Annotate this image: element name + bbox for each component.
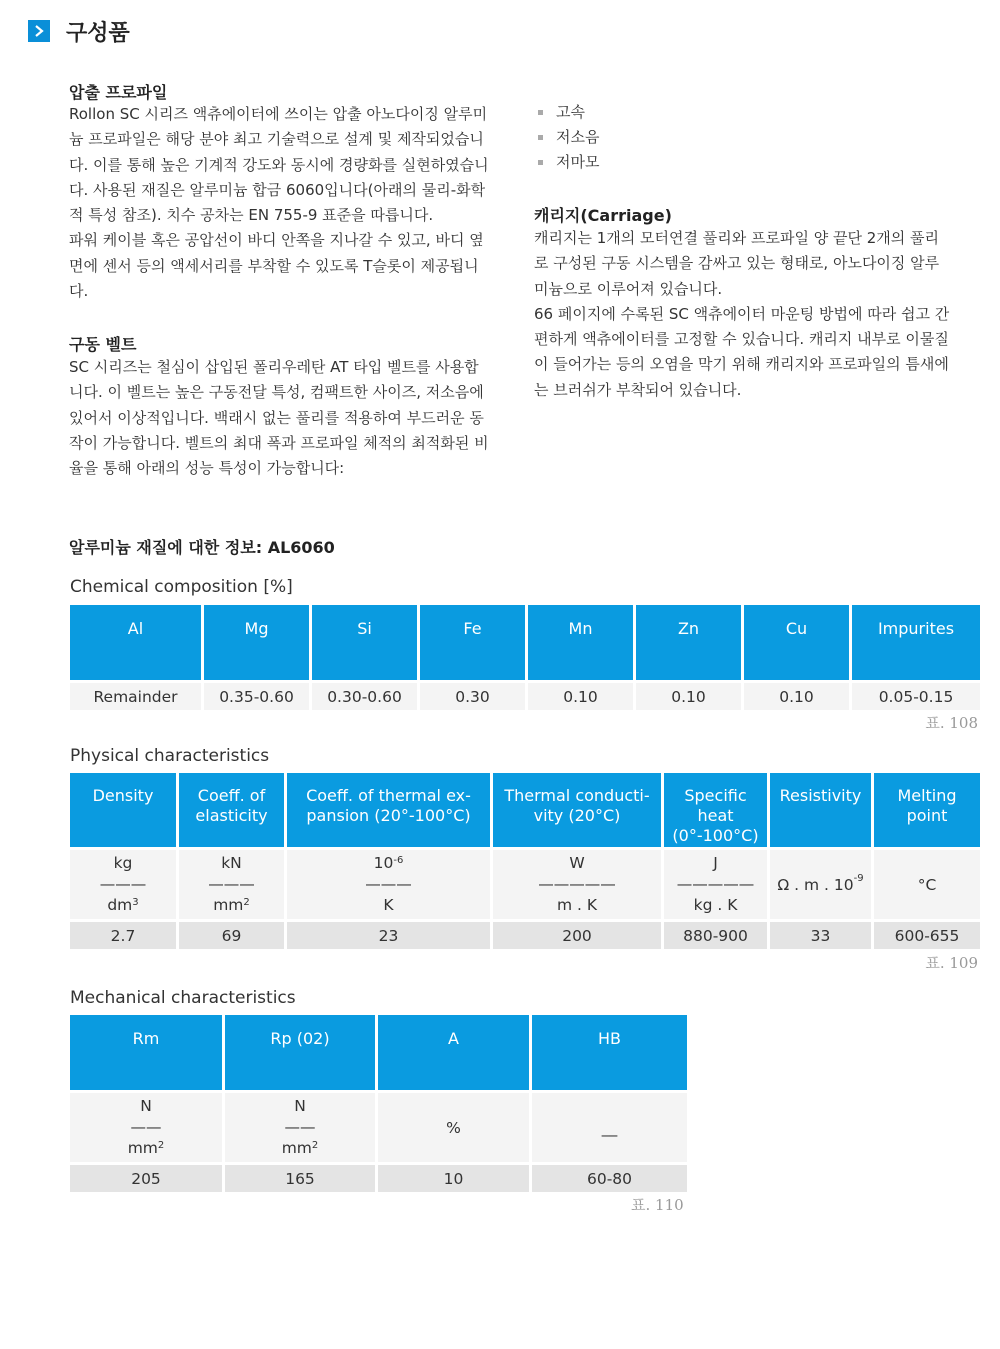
table-cell: 23 (287, 919, 493, 949)
unit-cell (225, 1090, 378, 1162)
superscript: -6 (393, 855, 404, 866)
unit-numerator: N (140, 1097, 152, 1115)
column-header: A (378, 1015, 532, 1090)
superscript: 2 (243, 897, 250, 908)
header-line: Coeff. of thermal ex- (306, 786, 471, 805)
column-header (874, 773, 980, 847)
belt-paragraph (69, 355, 519, 481)
column-header (493, 773, 664, 847)
column-header: Mn (528, 605, 636, 680)
text-line: SC 시리즈는 철심이 삽입된 폴리우레탄 AT 타입 벨트를 사용합 (69, 358, 479, 376)
column-header: Fe (420, 605, 528, 680)
unit-cell: __ (532, 1090, 687, 1162)
text-line: 편하게 액츄에이터를 고정할 수 있습니다. 캐리지 내부로 이물질 (534, 330, 949, 349)
unit-cell (770, 847, 874, 919)
text-line: 작이 가능합니다. 벨트의 최대 폭과 프로파일 체적의 최적화된 비 (69, 433, 489, 452)
text-line: 미늄으로 이루어져 있습니다. (534, 279, 723, 298)
feature-bullet-list (536, 100, 599, 175)
text-line: 는 브러쉬가 부착되어 있습니다. (534, 380, 742, 399)
unit-cell (664, 847, 770, 919)
bullet-item: 저소음 (536, 125, 599, 150)
table-cell: 10 (378, 1162, 532, 1192)
text-line: 다. (69, 282, 89, 301)
superscript: 3 (132, 897, 139, 908)
unit-numerator (374, 854, 404, 872)
text-line: 로 구성된 구동 시스템을 감싸고 있는 형태로, 아노다이징 알루 (534, 254, 940, 273)
unit-text: Ω . m . 10 (777, 875, 854, 894)
text-line: 66 페이지에 수록된 SC 액츄에이터 마운팅 방법에 따라 쉽고 간 (534, 304, 950, 323)
table-reference: 표. 110 (631, 1196, 684, 1214)
fraction-bar: —— (130, 1118, 162, 1136)
column-header (770, 773, 874, 847)
section-chevron-icon (28, 20, 50, 42)
column-header (70, 773, 179, 847)
text-line: 니다. 이 벨트는 높은 구동전달 특성, 컴팩트한 사이즈, 저소음에 (69, 383, 484, 402)
text-line: 율을 통해 아래의 성능 특성이 가능합니다: (69, 459, 345, 478)
header-line: elasticity (195, 806, 268, 825)
unit-text: 10 (373, 854, 394, 872)
column-header (287, 773, 493, 847)
unit-numerator: kN (221, 854, 242, 872)
table-cell: Remainder (70, 680, 204, 710)
text-line: 있어서 이상적입니다. 백래시 없는 풀리를 적용하여 부드러운 동 (69, 408, 484, 427)
bullet-item: 저마모 (536, 150, 599, 175)
physical-label: Physical characteristics (70, 746, 270, 766)
header-line: (0°-100°C) (672, 826, 759, 845)
page-title: 구성품 (66, 21, 130, 46)
table-cell: 200 (493, 919, 664, 949)
unit-denominator (213, 896, 250, 914)
text-line: 이 들어가는 등의 오염을 막기 위해 캐리지와 프로파일의 틈새에 (534, 355, 949, 374)
column-header: Mg (204, 605, 312, 680)
column-header: Impurites (852, 605, 980, 680)
fraction-bar: —— (284, 1118, 316, 1136)
unit-numerator: N (294, 1097, 306, 1115)
unit-cell (287, 847, 493, 919)
fraction-bar: ——— (208, 875, 255, 893)
superscript: 2 (311, 1140, 319, 1151)
aluminium-heading: 알루미늄 재질에 대한 정보: AL6060 (69, 538, 335, 557)
table-cell: 165 (225, 1162, 378, 1192)
text-line: 늄 프로파일은 해당 분야 최고 기술력으로 설계 및 제작되었습니 (69, 130, 484, 149)
unit-text: mm (127, 1139, 158, 1157)
table-cell: 0.10 (744, 680, 852, 710)
table-cell: 0.30-0.60 (312, 680, 420, 710)
unit-numerator: W (569, 854, 585, 872)
profile-heading: 압출 프로파일 (69, 83, 168, 102)
table-cell: 0.35-0.60 (204, 680, 312, 710)
belt-heading: 구동 벨트 (69, 335, 137, 354)
column-header: Rp (02) (225, 1015, 378, 1090)
unit-text: mm (213, 896, 244, 914)
table-cell: 33 (770, 919, 874, 949)
table-reference: 표. 108 (925, 714, 978, 732)
chemical-label: Chemical composition [%] (70, 577, 293, 597)
column-header: Zn (636, 605, 744, 680)
unit-denominator: K (383, 896, 394, 914)
carriage-heading: 캐리지(Carriage) (534, 206, 672, 225)
table-cell: 0.30 (420, 680, 528, 710)
header-line: vity (20°C) (533, 806, 621, 825)
column-header: Si (312, 605, 420, 680)
text-line: 다. 사용된 재질은 알루미늄 합금 6060입니다(아래의 물리-화학 (69, 180, 486, 199)
superscript: -9 (853, 872, 864, 884)
fraction-bar: ————— (676, 875, 755, 893)
fraction-bar: ——— (99, 875, 147, 893)
table-cell: 205 (70, 1162, 225, 1192)
header-line: heat (697, 806, 734, 825)
bullet-item: 고속 (536, 100, 599, 125)
unit-cell (70, 847, 179, 919)
header-line: Coeff. of (197, 786, 266, 805)
table-cell: 600-655 (874, 919, 980, 949)
superscript: 2 (157, 1140, 165, 1151)
unit-cell: % (378, 1090, 532, 1162)
header-line: Density (92, 786, 154, 805)
table-cell: 0.10 (636, 680, 744, 710)
unit-cell: °C (874, 847, 980, 919)
mechanical-table (70, 1015, 687, 1192)
table-cell: 0.05-0.15 (852, 680, 980, 710)
table-cell: 69 (179, 919, 287, 949)
unit-denominator (107, 896, 138, 914)
unit-numerator: kg (113, 854, 133, 872)
table-cell: 0.10 (528, 680, 636, 710)
table-cell: 880-900 (664, 919, 770, 949)
header-line: Specific (684, 786, 747, 805)
chemical-table (70, 605, 980, 710)
unit-denominator: kg . K (693, 896, 738, 914)
text-line: 다. 이를 통해 높은 기계적 강도와 동시에 경량화를 실현하였습니 (69, 155, 489, 174)
unit-denominator: m . K (556, 896, 598, 914)
column-header: Al (70, 605, 204, 680)
text-line: 캐리지는 1개의 모터연결 풀리와 프로파일 양 끝단 2개의 풀리 (534, 229, 939, 247)
unit-text: dm (107, 896, 133, 914)
column-header (664, 773, 770, 847)
column-header: HB (532, 1015, 687, 1090)
unit-cell (493, 847, 664, 919)
table-reference: 표. 109 (925, 954, 978, 972)
column-header (179, 773, 287, 847)
physical-table (70, 773, 980, 949)
mechanical-label: Mechanical characteristics (70, 988, 296, 1008)
carriage-paragraph (534, 226, 984, 403)
header-line: pansion (20°-100°C) (306, 806, 471, 825)
fraction-bar: ——— (365, 875, 412, 893)
table-cell: 60-80 (532, 1162, 687, 1192)
unit-denominator (128, 1139, 165, 1157)
header-line: Thermal conducti- (504, 786, 650, 805)
table-cell: 2.7 (70, 919, 179, 949)
column-header: Cu (744, 605, 852, 680)
header-line: Resistivity (779, 786, 862, 805)
unit-cell (179, 847, 287, 919)
unit-text: mm (281, 1139, 312, 1157)
text-line: 파워 케이블 혹은 공압선이 바디 안쪽을 지나갈 수 있고, 바디 옆 (69, 231, 484, 250)
unit-denominator (282, 1139, 319, 1157)
text-line: Rollon SC 시리즈 액츄에이터에 쓰이는 압출 아노다이징 알루미 (69, 105, 488, 123)
text-line: 면에 센서 등의 액세서리를 부착할 수 있도록 T슬롯이 제공됩니 (69, 256, 479, 275)
unit-cell (70, 1090, 225, 1162)
text-line: 적 특성 참조). 치수 공차는 EN 755-9 표준을 따릅니다. (69, 206, 434, 225)
column-header: Rm (70, 1015, 225, 1090)
header-line: Melting (897, 786, 957, 805)
profile-paragraph (69, 102, 519, 304)
unit-numerator: J (713, 854, 718, 872)
fraction-bar: ————— (538, 875, 616, 893)
header-line: point (906, 806, 948, 825)
